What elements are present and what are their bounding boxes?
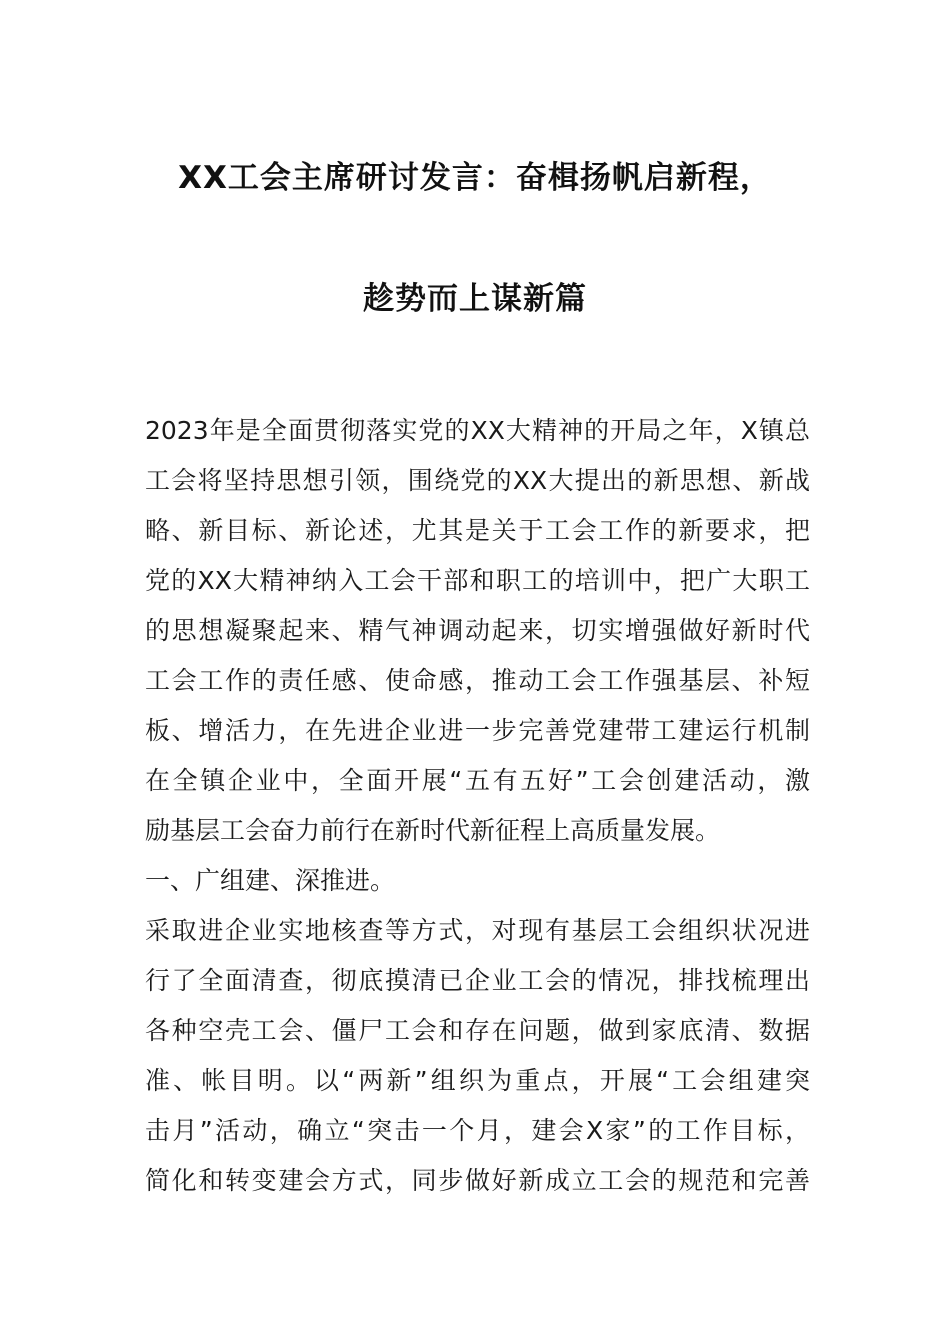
paragraph-line: 略、新目标、新论述，尤其是关于工会工作的新要求，把 xyxy=(145,516,810,545)
paragraph-line: 击月”活动，确立“突击一个月，建会X家”的工作目标， xyxy=(145,1116,810,1145)
paragraph-line: 板、增活力，在先进企业进一步完善党建带工建运行机制 xyxy=(145,716,810,745)
paragraph-line: 采取进企业实地核查等方式，对现有基层工会组织状况进 xyxy=(145,916,810,945)
section-heading-text: 一、广组建、深推进。 xyxy=(145,866,396,895)
paragraph-line: 简化和转变建会方式，同步做好新成立工会的规范和完善 xyxy=(145,1166,810,1195)
document-title-line-1: XX工会主席研讨发言：奋楫扬帆启新程， xyxy=(178,160,772,196)
document-title-line-2: 趁势而上谋新篇 xyxy=(363,281,587,317)
paragraph-1 xyxy=(145,406,810,856)
section-heading-1 xyxy=(145,856,810,906)
paragraph-line: 工会工作的责任感、使命感，推动工会工作强基层、补短 xyxy=(145,666,810,695)
paragraph-line: 工会将坚持思想引领，围绕党的XX大提出的新思想、新战 xyxy=(145,466,810,495)
paragraph-2 xyxy=(145,906,810,1206)
paragraph-line: 2023年是全面贯彻落实党的XX大精神的开局之年，X镇总 xyxy=(145,416,810,445)
paragraph-line: 励基层工会奋力前行在新时代新征程上高质量发展。 xyxy=(145,816,721,845)
paragraph-line: 的思想凝聚起来、精气神调动起来，切实增强做好新时代 xyxy=(145,616,810,645)
paragraph-line: 各种空壳工会、僵尸工会和存在问题，做到家底清、数据 xyxy=(145,1016,810,1045)
paragraph-line: 在全镇企业中，全面开展“五有五好”工会创建活动，激 xyxy=(145,766,810,795)
paragraph-line: 行了全面清查，彻底摸清已企业工会的情况，排找梳理出 xyxy=(145,966,810,995)
paragraph-line: 准、帐目明。以“两新”组织为重点，开展“工会组建突 xyxy=(145,1066,810,1095)
paragraph-line: 党的XX大精神纳入工会干部和职工的培训中，把广大职工 xyxy=(145,566,810,595)
